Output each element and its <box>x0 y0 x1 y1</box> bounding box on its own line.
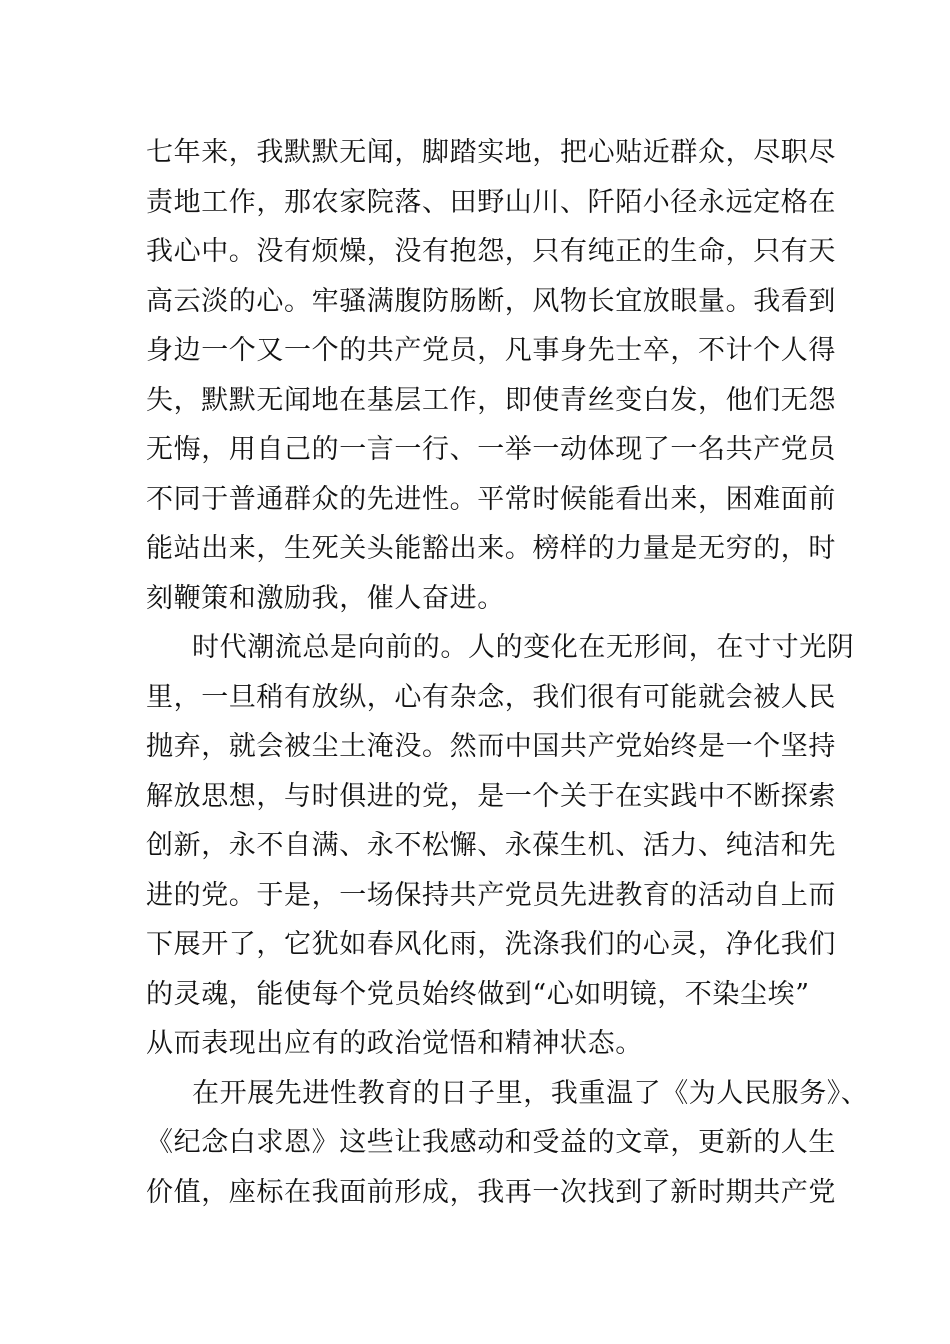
paragraph-1-line-3: 我心中。没有烦燥，没有抱怨，只有纯正的生命，只有天 <box>146 236 836 267</box>
paragraph-2-line-2: 里，一旦稍有放纵，心有杂念，我们很有可能就会被人民 <box>146 681 836 713</box>
document-body <box>146 128 869 1217</box>
paragraph-1-line-4: 高云淡的心。牢骚满腹防肠断，风物长宜放眼量。我看到 <box>146 285 836 317</box>
paragraph-2-line-1: 时代潮流总是向前的。人的变化在无形间，在寸寸光阴 <box>192 632 855 663</box>
paragraph-1-line-6: 失，默默无闻地在基层工作，即使青丝变白发，他们无怨 <box>146 384 836 416</box>
paragraph-1-line-8: 不同于普通群众的先进性。平常时候能看出来，困难面前 <box>146 483 836 515</box>
paragraph-3-line-3: 价值，座标在我面前形成，我再一次找到了新时期共产党 <box>146 1176 836 1208</box>
paragraph-1-line-9: 能站出来，生死关头能豁出来。榜样的力量是无穷的，时 <box>146 533 836 564</box>
paragraph-1-line-10: 刻鞭策和激励我，催人奋进。 <box>146 582 505 614</box>
paragraph-2-line-5: 创新，永不自满、永不松懈、永葆生机、活力、纯洁和先 <box>146 830 836 861</box>
paragraph-1-line-5: 身边一个又一个的共产党员，凡事身先士卒，不计个人得 <box>146 335 836 366</box>
paragraph-2-line-3: 抛弃，就会被尘土淹没。然而中国共产党始终是一个坚持 <box>146 731 836 762</box>
paragraph-1-line-7: 无悔，用自己的一言一行、一举一动体现了一名共产党员 <box>146 434 836 465</box>
paragraph-2-line-8: 的灵魂，能使每个党员始终做到“心如明镜，不染尘埃” <box>146 978 810 1010</box>
paragraph-1-line-2: 责地工作，那农家院落、田野山川、阡陌小径永远定格在 <box>146 186 836 218</box>
paragraph-2-line-6: 进的党。于是，一场保持共产党员先进教育的活动自上而 <box>146 879 836 911</box>
paragraph-3-line-1: 在开展先进性教育的日子里，我重温了《为人民服务》、 <box>192 1077 869 1109</box>
paragraph-3-line-2: 《纪念白求恩》这些让我感动和受益的文章，更新的人生 <box>146 1127 836 1158</box>
paragraph-2-line-4: 解放思想，与时俱进的党，是一个关于在实践中不断探索 <box>146 780 836 812</box>
paragraph-2-line-9: 从而表现出应有的政治觉悟和精神状态。 <box>146 1028 643 1059</box>
paragraph-2-line-7: 下展开了，它犹如春风化雨，洗涤我们的心灵，净化我们 <box>146 929 836 960</box>
paragraph-1-line-1: 七年来，我默默无闻，脚踏实地，把心贴近群众，尽职尽 <box>146 137 836 168</box>
